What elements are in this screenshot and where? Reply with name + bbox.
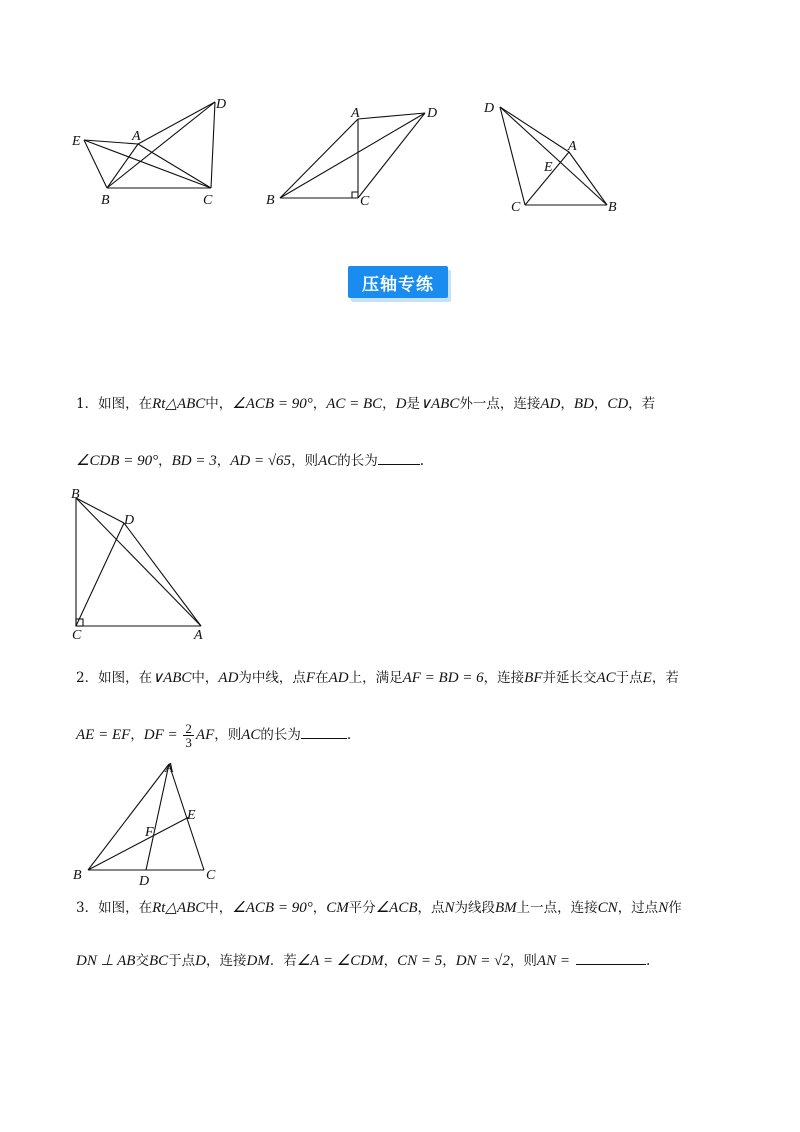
q1-text: 是: [406, 396, 421, 412]
q2-math: BF: [524, 670, 543, 686]
question-2-line-1: [76, 668, 679, 688]
q2-math: AD: [218, 670, 239, 686]
q3-text: ，点: [417, 900, 445, 916]
fig3-label-C: C: [511, 200, 521, 215]
q1-math: AC: [318, 453, 338, 469]
q2-text: ，若: [651, 670, 679, 686]
q1-text: ，: [593, 396, 608, 412]
q1-text: ，若: [628, 396, 656, 412]
q1-label-C: C: [72, 628, 82, 642]
q1-math: AD = √65: [230, 453, 292, 469]
q1-text: ，: [560, 396, 574, 412]
q2-answer-blank: [301, 724, 347, 739]
q2-text: 的长为: [260, 727, 301, 743]
q3-text: ，则: [509, 953, 537, 969]
figure-question-2: [66, 756, 236, 886]
q3-math: ∠ACB: [375, 900, 418, 916]
q2-math: ∨ABC: [152, 670, 192, 686]
q3-text: 上一点，连接: [516, 900, 598, 916]
q2-math: AD: [328, 670, 349, 686]
q2-math: AC: [596, 670, 616, 686]
q1-math: CD: [607, 396, 629, 412]
q3-text: ．若: [269, 953, 297, 969]
fig3-label-A: A: [568, 139, 577, 154]
q1-label-D: D: [124, 513, 135, 528]
q1-math: ∠ACB = 90°: [232, 396, 313, 412]
q1-math: AC = BC: [326, 396, 383, 412]
banner-box: [348, 266, 448, 298]
q3-math: DN = √2: [455, 953, 510, 969]
q3-math: CN: [597, 900, 618, 916]
q3-math: BM: [495, 900, 517, 916]
q3-text: 为线段: [454, 900, 495, 916]
fig1-label-B: B: [101, 193, 110, 208]
q1-label-A: A: [194, 628, 203, 642]
q1-text: ，: [382, 396, 396, 412]
q1-text: 中，: [205, 396, 233, 412]
q3-math: BC: [148, 953, 169, 969]
q1-text: ，: [312, 396, 327, 412]
q2-text: 为中线，点: [238, 670, 306, 686]
q1-math: D: [395, 396, 407, 412]
question-2-line-2: [76, 720, 351, 750]
fig1-label-A: A: [132, 129, 141, 144]
q2-fraction-den: 3: [185, 735, 192, 750]
q3-text: 交: [135, 953, 149, 969]
q1-math: Rt△ABC: [152, 396, 206, 412]
q2-text: 于点: [615, 670, 643, 686]
q3-math: ∠A = ∠CDM: [296, 953, 384, 969]
q2-label-E: E: [187, 808, 196, 823]
q2-text: ，: [130, 727, 144, 743]
q2-math: AF = BD = 6: [402, 670, 484, 686]
q3-number: 3．: [76, 900, 99, 916]
q2-text: 中，: [191, 670, 219, 686]
fig1-label-D: D: [216, 97, 227, 112]
fig2-label-A: A: [351, 106, 360, 121]
q3-math: ∠ACB = 90°: [232, 900, 313, 916]
q2-label-D: D: [139, 874, 150, 886]
q2-label-B: B: [73, 868, 82, 883]
q2-fraction-num: 2: [185, 721, 192, 736]
q2-math: DF =: [143, 727, 182, 743]
question-1-line-2: [76, 450, 424, 471]
q1-text: .: [419, 453, 425, 469]
q3-text: ，: [383, 953, 398, 969]
q2-math: AC: [241, 727, 261, 743]
q2-text: 如图，在: [98, 670, 153, 686]
figure-top-3: [480, 95, 630, 220]
q2-math: AE = EF: [76, 727, 131, 743]
q1-math: ∠CDB = 90°: [76, 453, 159, 469]
q3-text: ，过点: [617, 900, 659, 916]
q2-fraction: [183, 722, 194, 749]
q3-text: ，连接: [205, 953, 247, 969]
fig1-label-E: E: [72, 134, 81, 149]
q3-math: AN =: [536, 953, 570, 969]
q1-label-B: B: [71, 487, 80, 502]
q3-text: 于点: [168, 953, 196, 969]
q1-math: BD = 3: [171, 453, 217, 469]
figure-question-1: [66, 486, 216, 642]
fig3-label-B: B: [608, 200, 617, 215]
q1-answer-blank: [378, 450, 420, 465]
q1-text: 外一点，连接: [459, 396, 541, 412]
fig3-label-E: E: [544, 160, 553, 175]
q3-math: D: [195, 953, 206, 969]
q3-math: Rt△ABC: [152, 900, 206, 916]
q2-label-A: A: [165, 761, 174, 776]
q1-number: 1．: [76, 396, 99, 412]
q3-answer-blank: [576, 950, 646, 965]
q3-math: DN ⊥ AB: [76, 953, 136, 969]
q2-label-C: C: [206, 868, 216, 883]
q1-math: ∨ABC: [420, 396, 460, 412]
q1-text: ，: [216, 453, 231, 469]
question-3-line-1: [76, 898, 682, 918]
q3-math: CM: [326, 900, 349, 916]
q3-text: 中，: [205, 900, 233, 916]
fig1-label-C: C: [203, 193, 213, 208]
figure-top-2: [260, 95, 450, 215]
q1-text: ，则: [291, 453, 319, 469]
figure-top-1: [60, 90, 240, 215]
q3-text: .: [645, 953, 651, 969]
q3-text: 如图，在: [98, 900, 153, 916]
q3-math: CN = 5: [397, 953, 443, 969]
fig2-label-C: C: [360, 194, 370, 209]
q1-math: BD: [573, 396, 594, 412]
fig2-label-D: D: [427, 106, 438, 121]
fig2-label-B: B: [266, 193, 275, 208]
q1-text: ，: [158, 453, 172, 469]
q3-math: N: [444, 900, 455, 916]
q1-text: 如图，在: [98, 396, 153, 412]
fig3-label-D: D: [484, 101, 495, 116]
question-1-line-1: [76, 394, 655, 414]
section-banner: [344, 262, 450, 300]
q2-text: .: [346, 727, 352, 743]
q2-text: 并延长交: [542, 670, 597, 686]
q2-text: 上，满足: [348, 670, 403, 686]
q2-text: ，则: [214, 727, 242, 743]
question-3-line-2: [76, 950, 650, 971]
q1-math: AD: [540, 396, 561, 412]
q2-text: 在: [315, 670, 329, 686]
q3-text: 作: [668, 900, 682, 916]
q2-text: ，连接: [483, 670, 525, 686]
q3-text: ，: [442, 953, 456, 969]
q3-text: 平分: [348, 900, 376, 916]
q1-text: 的长为: [337, 453, 378, 469]
q2-math: E: [642, 670, 652, 686]
q2-number: 2．: [76, 670, 99, 686]
q3-math: N: [658, 900, 669, 916]
banner-title: 压轴专练: [362, 274, 434, 295]
q2-label-F: F: [145, 825, 154, 840]
q2-math: F: [305, 670, 316, 686]
q2-math: AF: [195, 727, 215, 743]
q3-text: ，: [312, 900, 327, 916]
q3-math: DM: [246, 953, 270, 969]
